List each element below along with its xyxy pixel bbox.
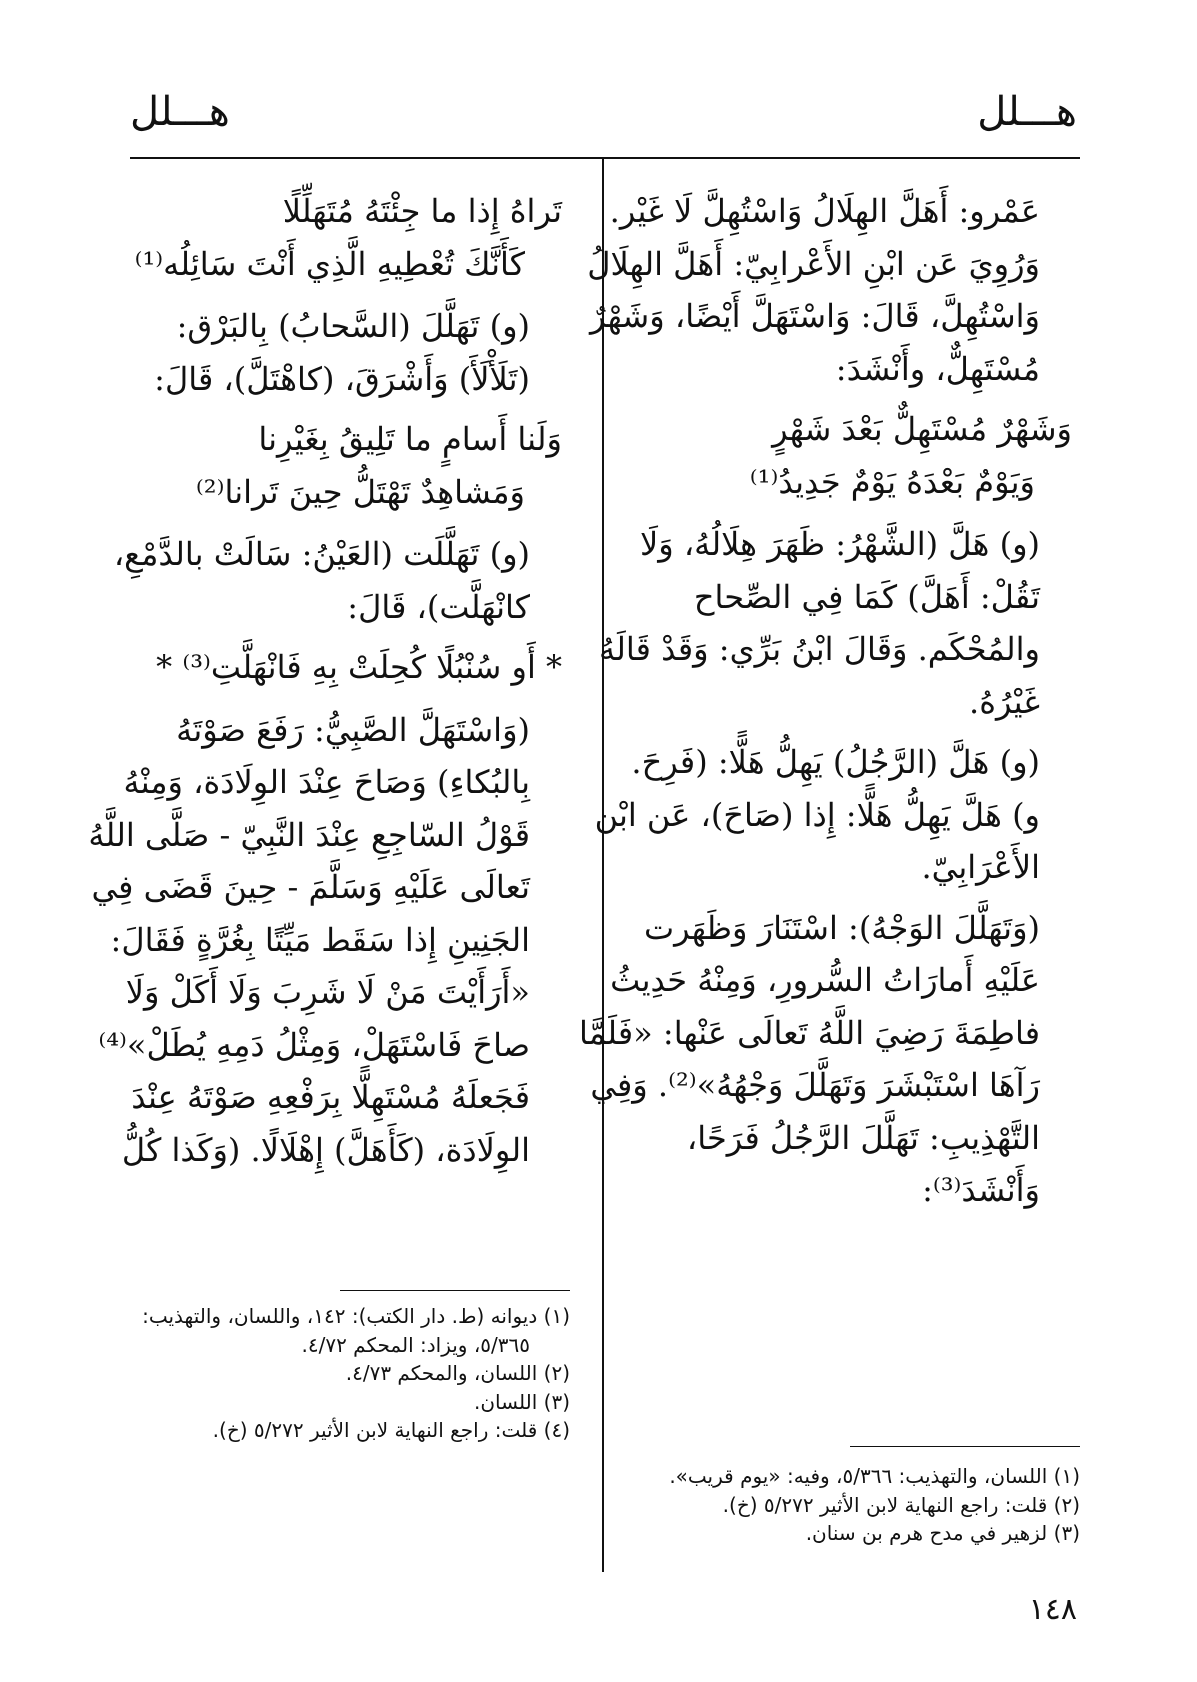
text-line: و) هَلَّ يَهِلُّ هَلًّا: إِذا (صَاحَ)، عَن ابْن — [594, 795, 1040, 834]
text-line: قَوْلُ السّاجِعِ عِنْدَ النَّبِيّ - صَلَّى اللَّهُ — [88, 815, 530, 854]
verse-block — [130, 185, 570, 290]
text-line: كانْهَلَّت)، قَالَ: — [347, 587, 530, 626]
verse-line: وَمَشاهِدٌ تَهْتَلُّ حِينَ تَرانا⁽²⁾ — [195, 472, 525, 511]
text-line: غَيْرُهُ. — [969, 682, 1040, 721]
text-line: (و) هَلَّ (الرَّجُلُ) يَهِلُّ هَلًّا: (فَرِحَ. — [631, 743, 1040, 781]
text-line: (و) تَهَلَّلَ (السَّحابُ) بِالبَرْق: — [176, 307, 530, 345]
text-line: (و) هَلَّ (الشَّهْرُ: ظَهَرَ هِلَالُهُ، وَلَا — [639, 525, 1040, 563]
verse-line: وَلَنا أَسامٍ ما تَلِيقُ بِغَيْرِنا — [258, 420, 562, 458]
paragraph — [598, 518, 1080, 728]
footnote-line: (١) اللسان، والتهذيب: ٥/٣٦٦، وفيه: «يوم قريب». — [669, 1464, 1080, 1488]
paragraph — [587, 185, 1080, 395]
right-column — [579, 185, 1080, 1225]
footnote — [130, 1359, 570, 1388]
footnote-line: (١) ديوانه (ط. دار الكتب): ١٤٢، واللسان، والتهذيب: — [142, 1304, 570, 1328]
text-line: (و) تَهَلَّلَت (العَيْنُ: سَالَتْ بالدَّمْعِ، — [113, 535, 530, 573]
left-column — [88, 185, 570, 1184]
text-line: (وَتَهَلَّلَ الوَجْهُ): اسْتَنَارَ وَظَهَرت — [644, 908, 1040, 947]
footnote — [130, 1416, 570, 1445]
footnote — [130, 1302, 570, 1359]
text-line: الجَنِينِ إِذا سَقَط مَيِّتًا بِغُرَّةٍ فَقَالَ: — [110, 920, 530, 959]
footnote-line: (٤) قلت: راجع النهاية لابن الأثير ٥/٢٧٢ (خ). — [212, 1418, 570, 1442]
text-line: الوِلَادَة، (كَأَهَلَّ) إِهْلَالًا. (وَكَذا كُلُّ — [121, 1130, 530, 1169]
footnote-line: (٢) قلت: راجع النهاية لابن الأثير ٥/٢٧٢ (خ). — [722, 1492, 1080, 1517]
text-line: صاحَ فَاسْتَهَلْ، وَمِثْلُ دَمِهِ يُطَلْ»⁽⁴⁾ — [98, 1025, 530, 1064]
footnote-line: (٣) لزهير في مدح هرم بن سنان. — [805, 1521, 1080, 1545]
footnote-line: (٣) اللسان. — [474, 1389, 570, 1414]
text-line: التَّهْذِيبِ: تَهَلَّلَ الرَّجُلُ فَرَحًا، — [686, 1118, 1040, 1157]
verse-block — [130, 641, 570, 694]
footnote — [650, 1519, 1080, 1548]
text-line: (تَلَأْلَأَ) وَأَشْرَقَ، (كاهْتَلَّ)، قَالَ: — [154, 359, 530, 398]
text-line: فَجَعلَهُ مُسْتَهِلًّا بِرَفْعِهِ صَوْتَهُ عِنْدَ — [131, 1078, 530, 1116]
verse-line: وَيَوْمٌ بَعْدَهُ يَوْمٌ جَدِيدُ⁽¹⁾ — [749, 462, 1035, 501]
text-line: عَلَيْهِ أَمارَاتُ السُّرورِ، وَمِنْهُ حَدِيثُ — [610, 961, 1040, 999]
text-line: عَمْرو: أَهَلَّ الهِلَالُ وَاسْتُهِلَّ لَا غَيْر. — [609, 192, 1040, 230]
paragraph — [594, 736, 1080, 894]
verse-block — [650, 403, 1080, 508]
paragraph — [130, 300, 570, 405]
text-line: وَرُوِيَ عَن ابْنِ الأَعْرابِيّ: أَهَلَّ الهِلَالُ — [587, 244, 1040, 283]
footnote — [130, 1388, 570, 1417]
header-rule — [130, 157, 1080, 159]
verse-line: وَشَهْرٌ مُسْتَهِلٌّ بَعْدَ شَهْرٍ — [772, 410, 1072, 448]
footnote-line: (٢) اللسان، والمحكم ٤/٧٣. — [345, 1361, 570, 1385]
text-line: مُسْتَهِلٌّ، وأَنْشَدَ: — [835, 349, 1040, 388]
paragraph — [88, 704, 570, 1177]
header-root-word-left: هـــلل — [130, 89, 230, 135]
footnote-line: ٥/٣٦٥، ويزاد: المحكم ٤/٧٢. — [301, 1332, 530, 1357]
footnote-rule-right — [850, 1446, 1080, 1447]
footnote-rule-left — [340, 1290, 570, 1291]
text-line: والمُحْكَم. وَقَالَ ابْنُ بَرِّي: وَقَدْ قَالَهُ — [598, 630, 1040, 668]
verse-line: * أَو سُنْبُلًا كُحِلَتْ بِهِ فَانْهَلَّتِ⁽³⁾ * — [156, 648, 562, 686]
text-line: الأَعْرَابِيّ. — [921, 848, 1040, 886]
page-number: ١٤٨ — [1028, 1592, 1077, 1627]
footnotes-right — [650, 1462, 1080, 1548]
text-line: «أَرَأَيْتَ مَنْ لَا شَرِبَ وَلَا أَكَلْ وَلَا — [125, 973, 530, 1011]
text-line: وَأَنْشَدَ⁽³⁾: — [922, 1171, 1040, 1209]
footnote — [650, 1491, 1080, 1520]
paragraph — [113, 528, 570, 633]
verse-block — [130, 413, 570, 518]
text-line: تَقُلْ: أَهَلَّ) كَمَا فِي الصِّحاح — [693, 577, 1040, 616]
text-line: (وَاسْتَهَلَّ الصَّبِيُّ: رَفَعَ صَوْتَهُ — [176, 710, 530, 749]
header-root-word-right: هـــلل — [977, 89, 1077, 135]
text-line: بِالبُكاءِ) وَصَاحَ عِنْدَ الوِلَادَة، وَمِنْهُ — [123, 763, 530, 801]
text-line: تَعالَى عَلَيْهِ وَسَلَّمَ - حِينَ قَضَى فِي — [91, 868, 530, 906]
verse-line: تَراهُ إِذا ما جِئْتَهُ مُتَهَلِّلًا — [282, 192, 562, 230]
text-line: رَآهَا اسْتَبْشَرَ وَتَهَلَّلَ وَجْهُهُ»⁽²⁾. وَفِي — [590, 1066, 1040, 1104]
verse-line: كَأَنَّكَ تُعْطِيهِ الَّذِي أَنْتَ سَائِلُه⁽¹⁾ — [134, 244, 525, 283]
text-line: فاطِمَةَ رَضِيَ اللَّهُ تَعالَى عَنْها: «فَلَمَّا — [579, 1013, 1040, 1052]
text-line: وَاسْتُهِلَّ، قَالَ: وَاسْتَهَلَّ أَيْضًا، وَشَهْرٌ — [590, 297, 1040, 335]
paragraph — [579, 902, 1080, 1217]
column-divider — [602, 157, 604, 1572]
footnotes-left — [130, 1302, 570, 1445]
footnote — [650, 1462, 1080, 1491]
